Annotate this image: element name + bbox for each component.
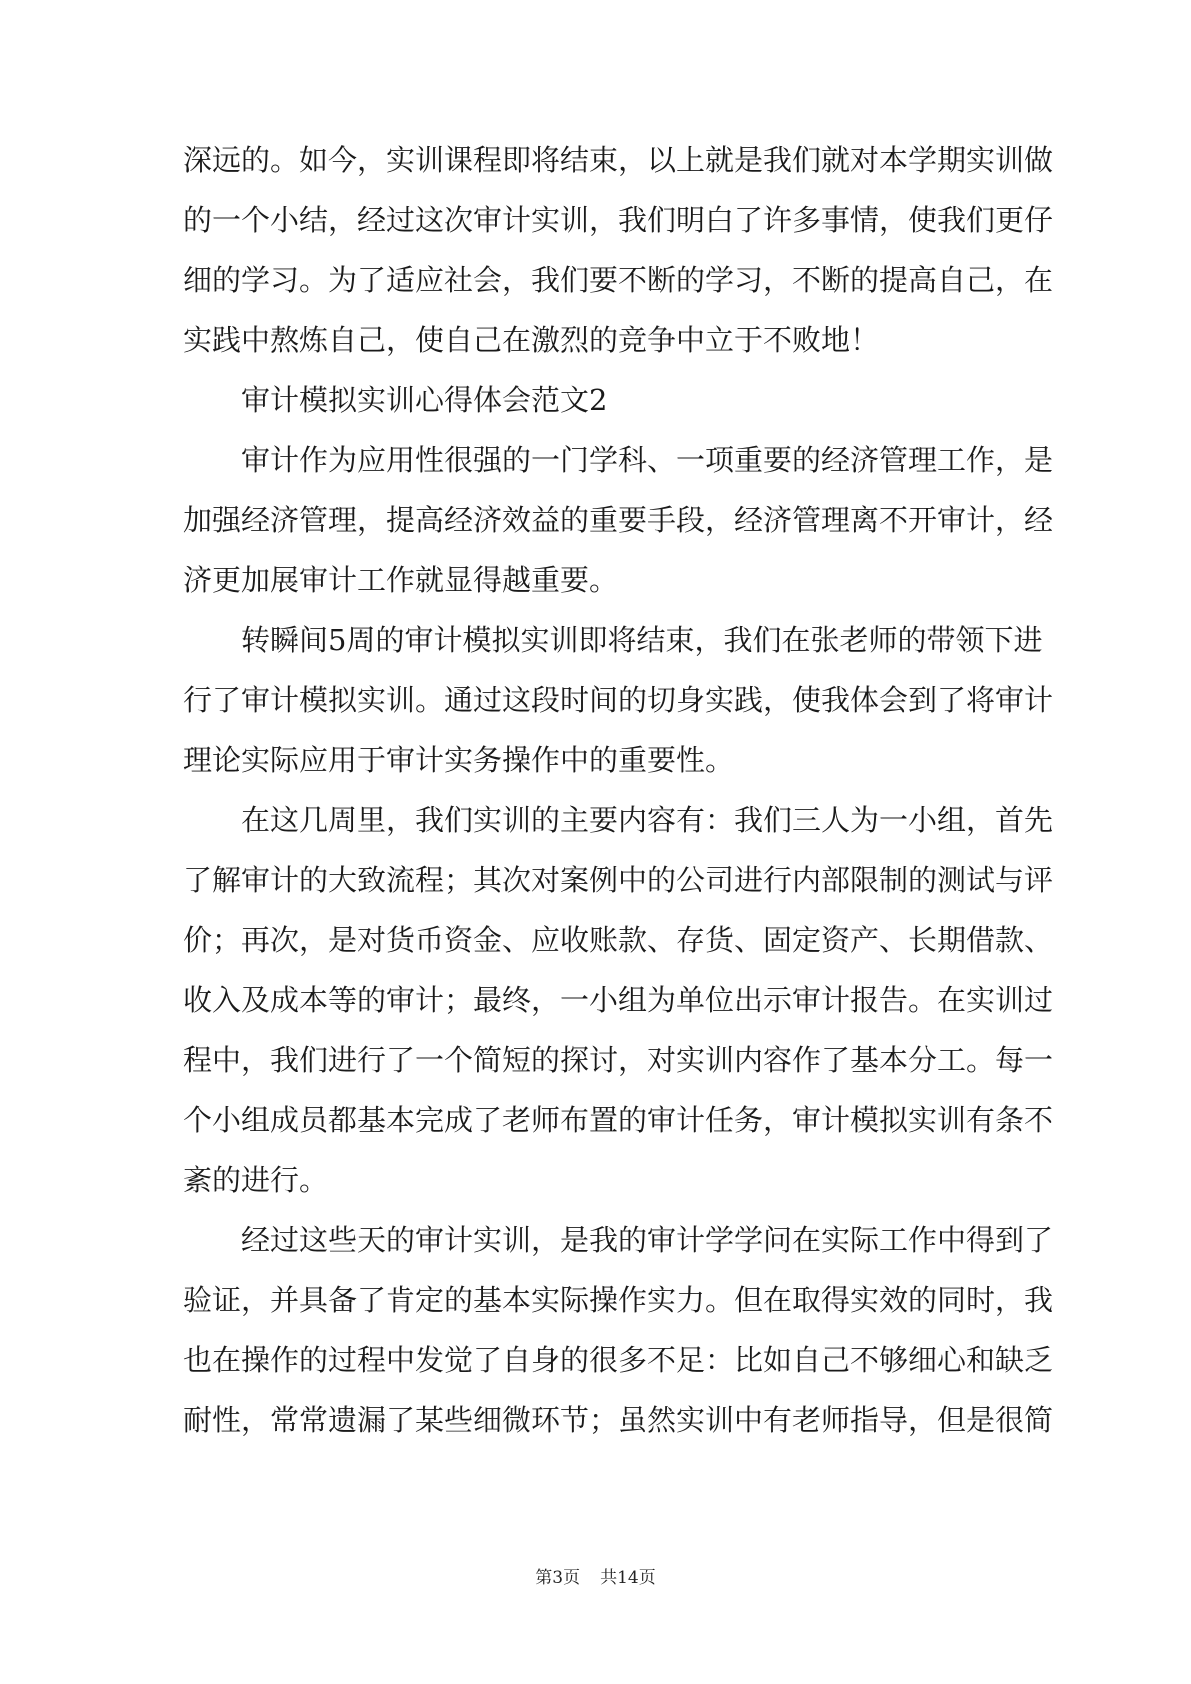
body-line: 个小组成员都基本完成了老师布置的审计任务，审计模拟实训有条不 (183, 1103, 1054, 1137)
body-line: 在这几周里，我们实训的主要内容有：我们三人为一小组，首先 (241, 803, 1054, 837)
section-heading: 审计模拟实训心得体会范文2 (241, 383, 608, 417)
page-footer (0, 1567, 1191, 1589)
page-number: 第3页 (535, 1568, 581, 1588)
body-line: 了解审计的大致流程；其次对案例中的公司进行内部限制的测试与评 (183, 863, 1054, 897)
body-line: 紊的进行。 (183, 1163, 329, 1197)
body-line: 经过这些天的审计实训，是我的审计学学问在实际工作中得到了 (241, 1223, 1054, 1257)
body-line: 也在操作的过程中发觉了自身的很多不足：比如自己不够细心和缺乏 (183, 1343, 1054, 1377)
body-line: 深远的。如今，实训课程即将结束，以上就是我们就对本学期实训做 (183, 143, 1054, 177)
body-line: 价；再次，是对货币资金、应收账款、存货、固定资产、长期借款、 (183, 923, 1054, 957)
body-line: 验证，并具备了肯定的基本实际操作实力。但在取得实效的同时，我 (183, 1283, 1054, 1317)
body-line: 实践中熬炼自己，使自己在激烈的竞争中立于不败地！ (183, 323, 880, 357)
body-line: 济更加展审计工作就显得越重要。 (183, 563, 619, 597)
body-line: 审计作为应用性很强的一门学科、一项重要的经济管理工作，是 (241, 443, 1054, 477)
body-line: 细的学习。为了适应社会，我们要不断的学习，不断的提高自己，在 (183, 263, 1054, 297)
body-line: 收入及成本等的审计；最终，一小组为单位出示审计报告。在实训过 (183, 983, 1054, 1017)
body-line: 转瞬间5周的审计模拟实训即将结束，我们在张老师的带领下进 (241, 623, 1043, 657)
body-line: 加强经济管理，提高经济效益的重要手段，经济管理离不开审计，经 (183, 503, 1054, 537)
body-line: 程中，我们进行了一个简短的探讨，对实训内容作了基本分工。每一 (183, 1043, 1054, 1077)
body-line: 行了审计模拟实训。通过这段时间的切身实践，使我体会到了将审计 (183, 683, 1054, 717)
body-line: 理论实际应用于审计实务操作中的重要性。 (183, 743, 735, 777)
page-total: 共14页 (600, 1568, 656, 1588)
body-line: 的一个小结，经过这次审计实训，我们明白了许多事情，使我们更仔 (183, 203, 1054, 237)
body-line: 耐性，常常遗漏了某些细微环节；虽然实训中有老师指导，但是很简 (183, 1403, 1054, 1437)
